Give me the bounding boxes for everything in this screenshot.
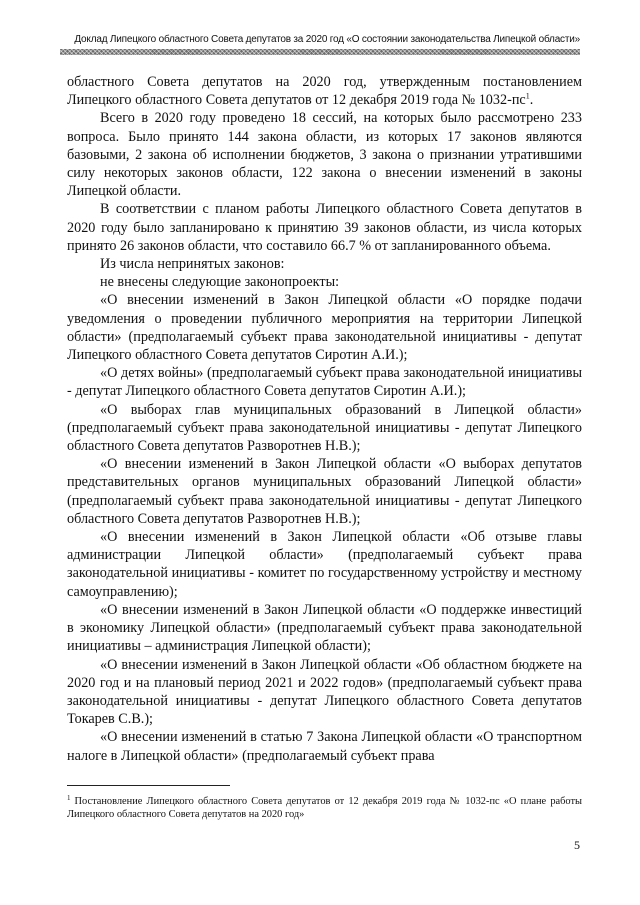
paragraph: Из числа непринятых законов: — [100, 256, 285, 273]
list-item: «О внесении изменений в Закон Липецкой области «О поддержке инвестиций в экономику Липецкой области» (предполагаемый субъект права законодательной инициативы – администрация Липецкой области); — [67, 601, 582, 655]
header-rule — [60, 49, 580, 55]
footnote-divider — [67, 785, 230, 786]
paragraph: Всего в 2020 году проведено 18 сессий, на которых было рассмотрено 233 вопроса. Было принято 144 закона области, из которых 17 законов являются базовыми, 2 закона об исполнении бюджетов, 3 закона о признании утратившими силу некоторых законов области, 122 закона о внесении изменений в законы Липецкой области. — [67, 110, 582, 200]
page-number: 5 — [574, 838, 580, 852]
footnote-reference: 1 — [525, 91, 530, 101]
paragraph: не внесены следующие законопроекты: — [100, 274, 340, 291]
list-item: «О внесении изменений в Закон Липецкой области «О порядке подачи уведомления о проведении публичного мероприятия на территории Липецкой области» (предполагаемый субъект права законодательной инициативы - депутат Липецкого областного Совета депутатов Сиротин А.И.); — [67, 292, 582, 364]
paragraph — [67, 73, 582, 109]
list-item: «О детях войны» (предполагаемый субъект права законодательной инициативы - депутат Липецкого областного Совета депутатов Сиротин А.И.); — [67, 365, 582, 400]
footnote — [67, 795, 582, 821]
paragraph: В соответствии с планом работы Липецкого областного Совета депутатов в 2020 году было запланировано к принятию 39 законов области, из числа которых принято 26 законов области, что составило 66.7 % от запланированного объема. — [67, 201, 582, 254]
paragraph-text: областного Совета депутатов на 2020 год, утвержденным постановлением Липецкого областного Совета депутатов от 12 декабря 2019 года № 1032-пс — [67, 74, 582, 109]
paragraph-tail: . — [529, 92, 534, 109]
list-item: «О внесении изменений в Закон Липецкой области «О выборах депутатов представительных органов муниципальных образований Липецкой области» (предполагаемый субъект права законодательной инициативы - депутат Липецкого областного Совета депутатов Разворотнев Н.В.); — [67, 456, 582, 527]
list-item: «О внесении изменений в статью 7 Закона Липецкой области «О транспортном налоге в Липецкой области» (предполагаемый субъект права — [67, 729, 582, 764]
footnote-marker: 1 — [67, 793, 71, 802]
list-item: «О внесении изменений в Закон Липецкой области «Об областном бюджете на 2020 год и на плановый период 2021 и 2022 годов» (предполагаемый субъект права законодательной инициативы - депутат Липецкого областного Совета депутатов Токарев С.В.); — [67, 656, 582, 728]
list-item: «О внесении изменений в Закон Липецкой области «Об отзыве главы администрации Липецкой области» (предполагаемый субъект права законодательной инициативы - комитет по государственному устройству и местному самоуправлению); — [67, 529, 582, 600]
main-text — [67, 73, 582, 765]
running-header: Доклад Липецкого областного Совета депутатов за 2020 год «О состоянии законодательства Липецкой области» — [74, 34, 580, 45]
list-item: «О выборах глав муниципальных образований в Липецкой области» (предполагаемый субъект права законодательной инициативы - депутат Липецкого областного Совета депутатов Разворотнев Н.В.); — [67, 401, 582, 455]
footnote-text: Постановление Липецкого областного Совета депутатов от 12 декабря 2019 года № 1032-пс «О плане работы Липецкого областного Совета депутатов на 2020 год» — [67, 796, 582, 820]
